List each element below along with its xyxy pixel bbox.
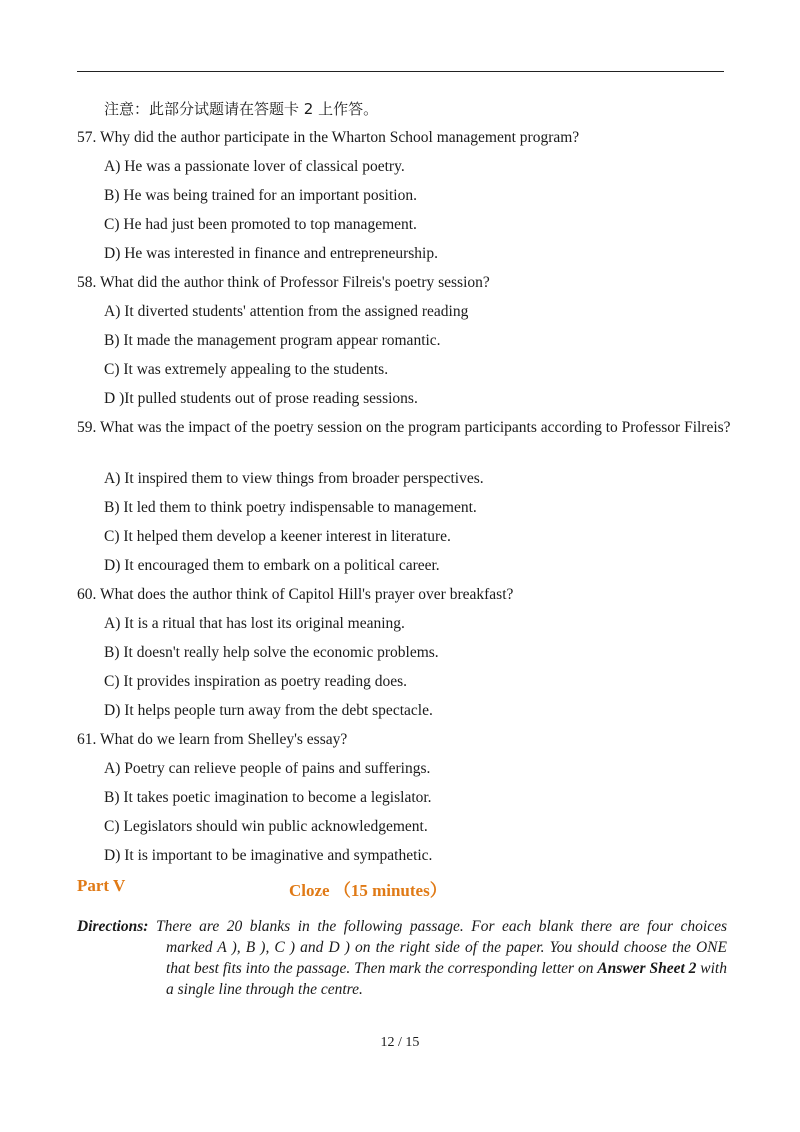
- question-61-option-a: A) Poetry can relieve people of pains and sufferings.: [104, 760, 431, 777]
- question-58-stem: 58. What did the author think of Professor Filreis's poetry session?: [77, 274, 490, 291]
- question-59-option-c: C) It helped them develop a keener interest in literature.: [104, 528, 451, 545]
- directions-answer-sheet: Answer Sheet 2: [597, 960, 697, 977]
- question-59-option-b: B) It led them to think poetry indispensable to management.: [104, 499, 477, 516]
- question-60-stem: 60. What does the author think of Capitol Hill's prayer over breakfast?: [77, 586, 514, 603]
- header-rule: [77, 71, 724, 72]
- question-58-option-d: D )It pulled students out of prose reading sessions.: [104, 390, 418, 407]
- part-title: Cloze （15 minutes）: [289, 881, 447, 900]
- question-57-option-c: C) He had just been promoted to top management.: [104, 216, 417, 233]
- question-57-option-d: D) He was interested in finance and entrepreneurship.: [104, 245, 438, 262]
- question-60-option-b: B) It doesn't really help solve the economic problems.: [104, 644, 439, 661]
- page-number: 12 / 15: [380, 1035, 420, 1050]
- question-61-option-b: B) It takes poetic imagination to become a legislator.: [104, 789, 432, 806]
- answer-sheet-note: 注意：此部分试题请在答题卡 2 上作答。: [104, 100, 379, 118]
- directions-rest: [77, 937, 727, 1000]
- question-59-stem: 59. What was the impact of the poetry session on the program participants according to Professor Filreis?: [77, 419, 731, 436]
- question-61-option-d: D) It is important to be imaginative and sympathetic.: [104, 847, 433, 864]
- directions-rest-before: marked A ), B ), C ) and D ) on the right side of the paper. You should choose the ONE that best fits into the passage. Then mark the corresponding letter on: [166, 939, 727, 977]
- directions-first-text: There are 20 blanks in the following passage. For each blank there are four choices: [156, 918, 728, 935]
- directions-label: Directions:: [77, 918, 149, 935]
- question-59-option-a: A) It inspired them to view things from broader perspectives.: [104, 470, 484, 487]
- question-60-option-c: C) It provides inspiration as poetry reading does.: [104, 673, 408, 690]
- question-57-option-a: A) He was a passionate lover of classical poetry.: [104, 158, 405, 175]
- question-61-option-c: C) Legislators should win public acknowledgement.: [104, 818, 428, 835]
- question-61-stem: 61. What do we learn from Shelley's essay?: [77, 731, 348, 748]
- directions-rest-after: with a single line through the centre.: [166, 960, 727, 998]
- part-label: Part V: [77, 876, 126, 895]
- question-58-option-b: B) It made the management program appear romantic.: [104, 332, 441, 349]
- question-58-option-a: A) It diverted students' attention from the assigned reading: [104, 303, 469, 320]
- question-60-option-a: A) It is a ritual that has lost its original meaning.: [104, 615, 405, 632]
- question-58-option-c: C) It was extremely appealing to the students.: [104, 361, 389, 378]
- question-57-option-b: B) He was being trained for an important position.: [104, 187, 417, 204]
- question-60-option-d: D) It helps people turn away from the debt spectacle.: [104, 702, 433, 719]
- directions-block: [77, 916, 727, 1000]
- directions-first-line: [77, 916, 727, 937]
- question-59-option-d: D) It encouraged them to embark on a political career.: [104, 557, 440, 574]
- question-57-stem: 57. Why did the author participate in the Wharton School management program?: [77, 129, 580, 146]
